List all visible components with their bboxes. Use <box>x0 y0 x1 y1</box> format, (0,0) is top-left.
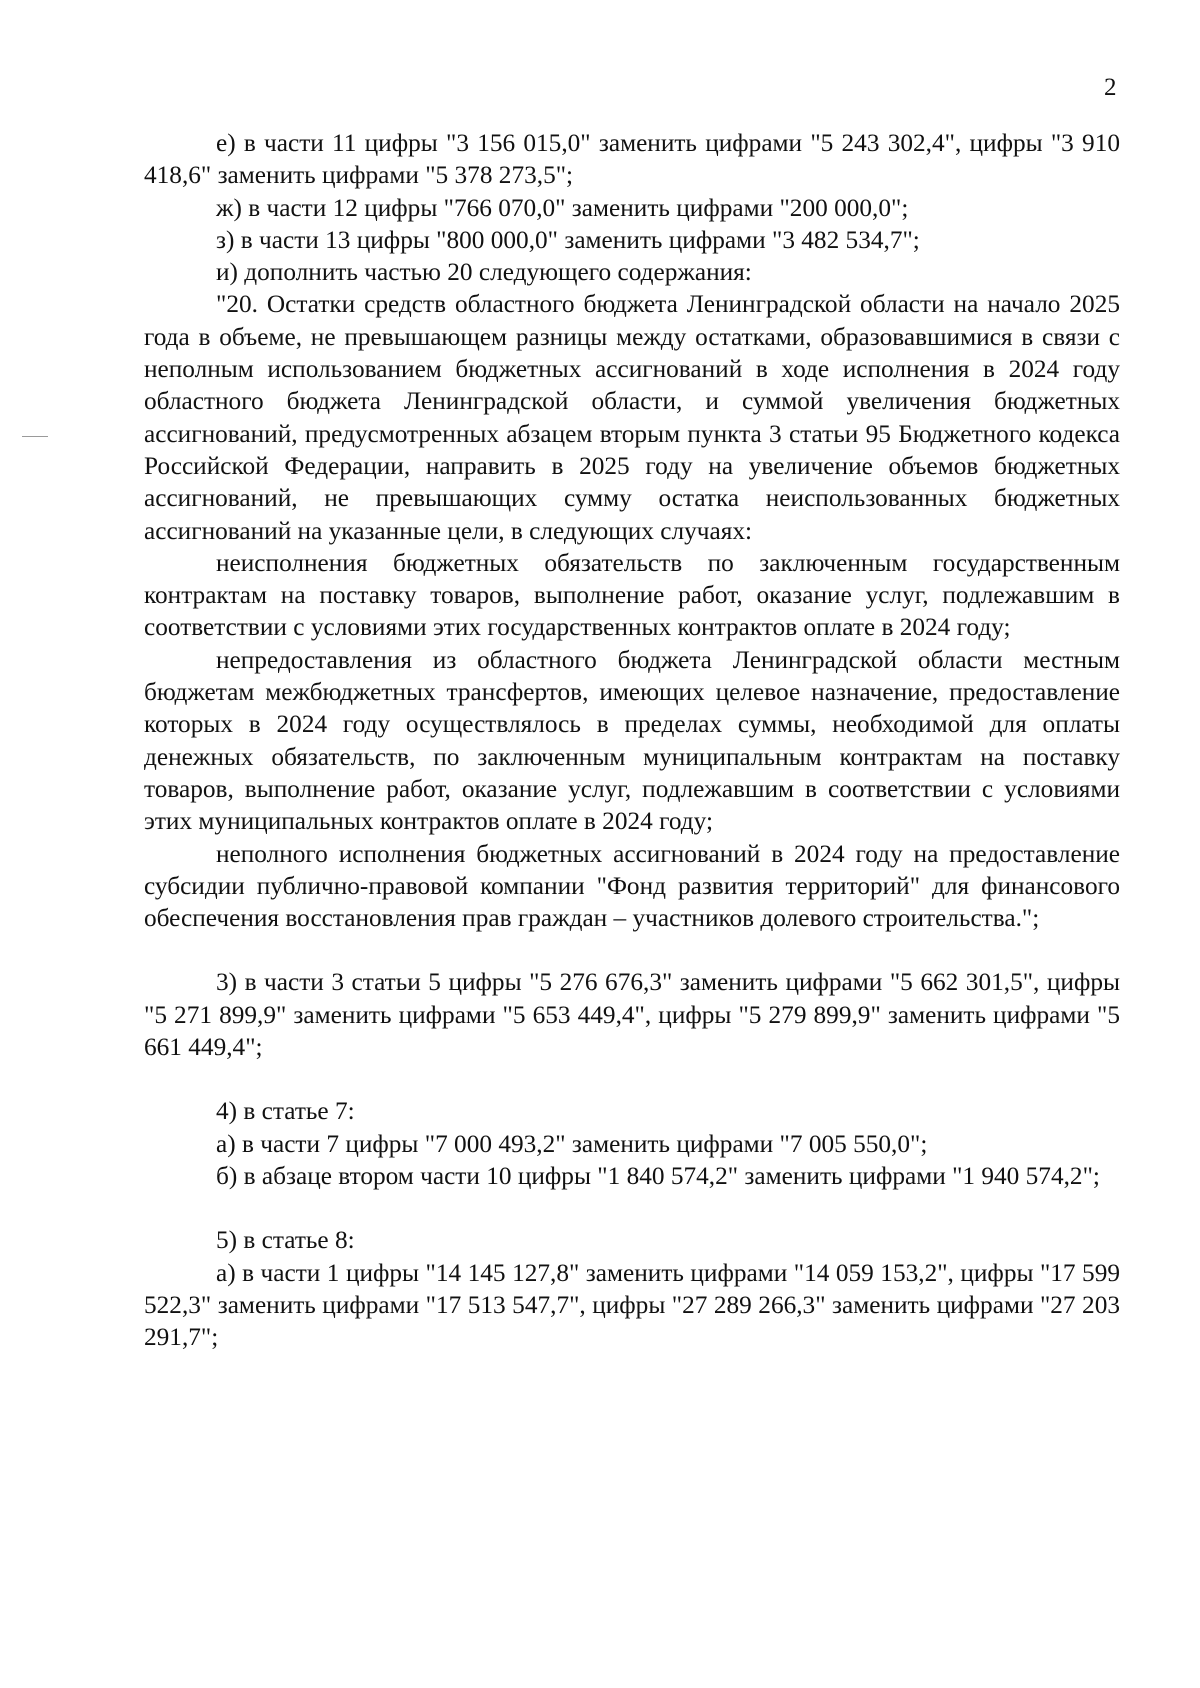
amendment-item-z: з) в части 13 цифры "800 000,0" заменить цифрами "3 482 534,7"; <box>216 225 920 254</box>
scan-mark <box>22 436 48 437</box>
amendment-point-3: 3) в части 3 статьи 5 цифры "5 276 676,3" заменить цифрами "5 662 301,5", цифры "5 271 899,9" заменить цифрами "5 653 449,4", цифры "5 279 899,9" заменить цифрами "5 661 449,4"; <box>144 968 1120 1062</box>
amendment-item-zh: ж) в части 12 цифры "766 070,0" заменить цифрами "200 000,0"; <box>216 193 909 222</box>
part-20-case-state-contracts: неисполнения бюджетных обязательств по заключенным государственным контрактам на поставку товаров, выполнение работ, оказание услуг, подлежавшим в соответствии с условиями этих государственных контрактов оплате в 2024 году; <box>144 548 1120 642</box>
amendment-item-4b: б) в абзаце втором части 10 цифры "1 840 574,2" заменить цифрами "1 940 574,2"; <box>216 1161 1100 1190</box>
amendment-point-4: 4) в статье 7: <box>216 1097 355 1126</box>
document-body <box>144 127 1120 1353</box>
amendment-item-5a: а) в части 1 цифры "14 145 127,8" заменить цифрами "14 059 153,2", цифры "17 599 522,3" заменить цифрами "17 513 547,7", цифры "27 289 266,3" заменить цифрами "27 203 291,7"; <box>144 1258 1120 1352</box>
paragraph-gap <box>144 1192 1120 1224</box>
paragraph-gap <box>144 1063 1120 1095</box>
part-20-text: "20. Остатки средств областного бюджета Ленинградской области на начало 2025 года в объеме, не превышающем разницы между остатками, образовавшимися в связи с неполным использованием бюджетных ассигнований в ходе исполнения в 2024 году областного бюджета Ленинградской области, и суммой увеличения бюджетных ассигнований, предусмотренных абзацем вторым пункта 3 статьи 95 Бюджетного кодекса Российской Федерации, направить в 2025 году на увеличение объемов бюджетных ассигнований, не превышающих сумму остатка неиспользованных бюджетных ассигнований на указанные цели, в следующих случаях: <box>144 290 1120 545</box>
amendment-point-5: 5) в статье 8: <box>216 1226 355 1255</box>
part-20-case-transfers: непредоставления из областного бюджета Ленинградской области местным бюджетам межбюджетных трансфертов, имеющих целевое назначение, предоставление которых в 2024 году осуществлялось в пределах суммы, необходимой для оплаты денежных обязательств, по заключенным муниципальным контрактам на поставку товаров, выполнение работ, оказание услуг, подлежавшим в соответствии с условиями этих муниципальных контрактов оплате в 2024 году; <box>144 645 1120 836</box>
amendment-item-e: е) в части 11 цифры "3 156 015,0" заменить цифрами "5 243 302,4", цифры "3 910 418,6" заменить цифрами "5 378 273,5"; <box>144 129 1120 190</box>
page-number: 2 <box>1104 74 1117 101</box>
amendment-item-4a: а) в части 7 цифры "7 000 493,2" заменить цифрами "7 005 550,0"; <box>216 1129 928 1158</box>
amendment-item-i: и) дополнить частью 20 следующего содержания: <box>216 258 752 287</box>
part-20-case-subsidy: неполного исполнения бюджетных ассигнований в 2024 году на предоставление субсидии публично-правовой компании "Фонд развития территорий" для финансового обеспечения восстановления прав граждан – участников долевого строительства."; <box>144 839 1120 933</box>
paragraph-gap <box>144 934 1120 966</box>
